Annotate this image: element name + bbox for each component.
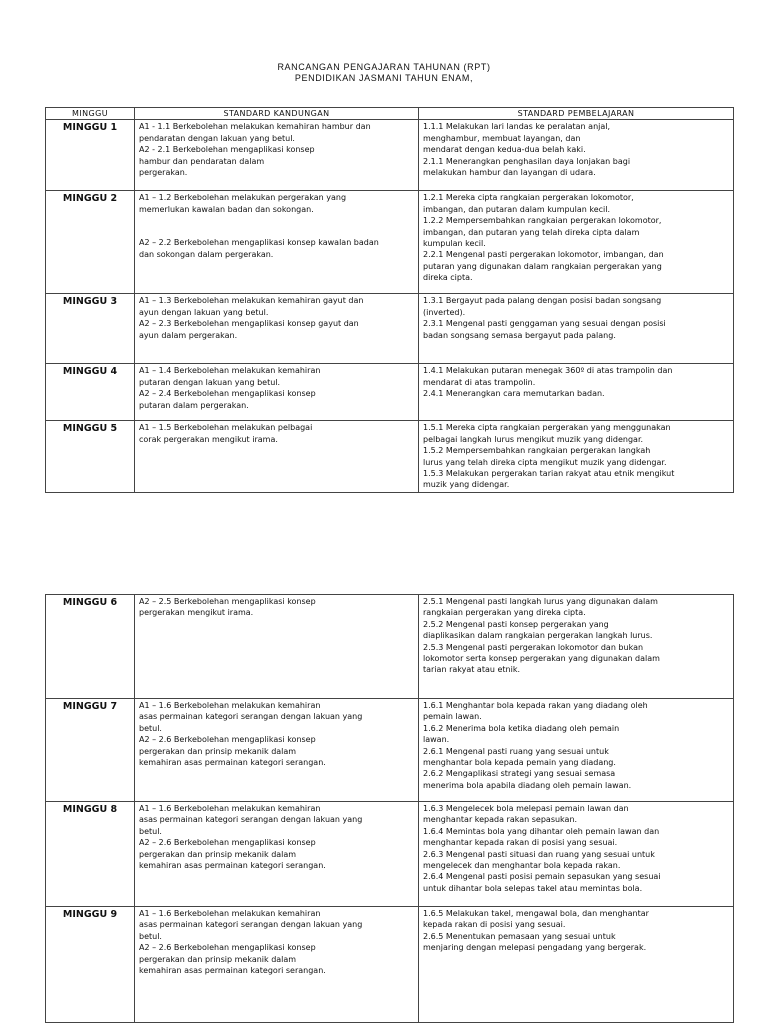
- cell-text-line: A1 – 1.2 Berkebolehan melakukan pergerakan yang: [139, 193, 347, 203]
- cell-text-line: betul.: [139, 723, 162, 733]
- cell-text-line: 2.5.2 Mengenal pasti konsep pergerakan yang: [423, 619, 609, 629]
- cell-text-line: ayun dalam pergerakan.: [139, 330, 238, 340]
- cell-text-line: 2.5.3 Mengenal pasti pergerakan lokomotor dan bukan: [423, 642, 644, 652]
- cell-text-line: 2.1.1 Menerangkan penghasilan daya lonjakan bagi: [423, 156, 631, 166]
- cell-text-line: A2 – 2.4 Berkebolehan mengaplikasi konsep: [139, 389, 316, 399]
- cell-text-line: 1.1.1 Melakukan lari landas ke peralatan anjal,: [423, 122, 611, 132]
- cell-text-line: asas permainan kategori serangan dengan lakuan yang: [139, 920, 363, 930]
- week-cell: MINGGU 2: [46, 191, 135, 294]
- cell-text-line: A1 – 1.6 Berkebolehan melakukan kemahiran: [139, 804, 321, 813]
- cell-text-line: 2.6.4 Mengenal pasti posisi pemain sepasukan yang sesuai: [423, 872, 661, 882]
- cell-text-line: asas permainan kategori serangan dengan lakuan yang: [139, 815, 363, 825]
- cell-text-line: mengelecek dan menghantar bola kepada rakan.: [423, 861, 621, 871]
- cell-text-line: putaran dengan lakuan yang betul.: [139, 377, 281, 387]
- week-cell: MINGGU 7: [46, 699, 135, 802]
- cell-text-line: 1.6.3 Mengelecek bola melepasi pemain lawan dan: [423, 804, 629, 813]
- cell-text-line: A1 – 1.6 Berkebolehan melakukan kemahiran: [139, 909, 321, 918]
- cell-text-line: 1.6.1 Menghantar bola kepada rakan yang diadang oleh: [423, 701, 648, 710]
- cell-text-line: rangkaian pergerakan yang direka cipta.: [423, 608, 586, 618]
- cell-text-line: ayun dengan lakuan yang betul.: [139, 307, 269, 317]
- cell-text-line: badan songsang semasa bergayut pada palang.: [423, 330, 616, 340]
- cell-text-line: mendarat dengan kedua-dua belah kaki.: [423, 145, 586, 155]
- cell-text-line: memerlukan kawalan badan dan sokongan.: [139, 204, 314, 214]
- week-cell: MINGGU 1: [46, 120, 135, 191]
- cell-text-line: A1 – 1.5 Berkebolehan melakukan pelbagai: [139, 423, 313, 433]
- table-header-row: [46, 108, 734, 120]
- cell-text-line: lurus yang telah direka cipta mengikut muzik yang didengar.: [423, 457, 667, 467]
- cell-text-line: 2.6.5 Menentukan pemasaan yang sesuai untuk: [423, 931, 616, 941]
- cell-text-line: A2 – 2.6 Berkebolehan mengaplikasi konsep: [139, 838, 316, 848]
- cell-text-line: kemahiran asas permainan kategori serangan.: [139, 758, 326, 768]
- cell-text-line: 1.5.1 Mereka cipta rangkaian pergerakan yang menggunakan: [423, 423, 671, 433]
- standard-pembelajaran-cell: [419, 595, 734, 699]
- cell-text-line: A2 – 2.6 Berkebolehan mengaplikasi konsep: [139, 735, 316, 745]
- standard-kandungan-cell: [135, 421, 419, 493]
- standard-kandungan-cell: [135, 595, 419, 699]
- week-cell: MINGGU 5: [46, 421, 135, 493]
- cell-text-line: menerima bola apabila diadang oleh pemain lawan.: [423, 780, 632, 790]
- standard-pembelajaran-cell: [419, 120, 734, 191]
- standard-pembelajaran-cell: [419, 191, 734, 294]
- cell-text-line: 2.6.2 Mengaplikasi strategi yang sesuai semasa: [423, 769, 616, 779]
- standard-kandungan-cell: [135, 699, 419, 802]
- cell-text-line: mendarat di atas trampolin.: [423, 377, 536, 387]
- week-cell: MINGGU 8: [46, 802, 135, 907]
- cell-text-line: 1.3.1 Bergayut pada palang dengan posisi badan songsang: [423, 296, 662, 306]
- cell-text-line: A2 – 2.6 Berkebolehan mengaplikasi konsep: [139, 943, 316, 953]
- cell-text-line: betul.: [139, 826, 162, 836]
- cell-text-line: corak pergerakan mengikut irama.: [139, 434, 278, 444]
- cell-text-line: pergerakan dan prinsip mekanik dalam: [139, 849, 297, 859]
- cell-text-line: lokomotor serta konsep pergerakan yang digunakan dalam: [423, 654, 660, 664]
- cell-text-line: muzik yang didengar.: [423, 480, 510, 490]
- cell-text-line: A2 – 2.5 Berkebolehan mengaplikasi konsep: [139, 597, 316, 606]
- cell-text-line: 1.6.2 Menerima bola ketika diadang oleh pemain: [423, 723, 620, 733]
- table-row: [46, 595, 734, 699]
- cell-text-line: pergerakan.: [139, 168, 188, 178]
- cell-text-line: 1.5.3 Melakukan pergerakan tarian rakyat atau etnik mengikut: [423, 469, 675, 479]
- cell-text-line: tarian rakyat atau etnik.: [423, 665, 521, 675]
- cell-text-line: menghambur, membuat layangan, dan: [423, 133, 581, 143]
- cell-text-line: [139, 226, 414, 237]
- cell-text-line: kepada rakan di posisi yang sesuai.: [423, 920, 566, 930]
- standard-pembelajaran-cell: [419, 699, 734, 802]
- cell-text-line: 2.6.1 Mengenal pasti ruang yang sesuai untuk: [423, 746, 609, 756]
- cell-text-line: betul.: [139, 931, 162, 941]
- cell-text-line: direka cipta.: [423, 273, 473, 283]
- table-row: [46, 907, 734, 1023]
- cell-text-line: diaplikasikan dalam rangkaian pergerakan langkah lurus.: [423, 631, 653, 641]
- cell-text-line: 1.6.5 Melakukan takel, mengawal bola, dan menghantar: [423, 909, 649, 918]
- column-header-standard-pembelajaran: STANDARD PEMBELAJARAN: [419, 108, 734, 120]
- cell-text-line: 2.2.1 Mengenal pasti pergerakan lokomotor, imbangan, dan: [423, 250, 664, 260]
- standard-pembelajaran-cell: [419, 364, 734, 421]
- cell-text-line: menghantar bola kepada pemain yang diadang.: [423, 758, 616, 768]
- cell-text-line: A1 - 1.1 Berkebolehan melakukan kemahiran hambur dan: [139, 122, 371, 132]
- cell-text-line: A2 – 2.3 Berkebolehan mengaplikasi konsep gayut dan: [139, 319, 359, 329]
- cell-text-line: menjaring dengan melepasi pengadang yang bergerak.: [423, 943, 647, 953]
- table-row: [46, 421, 734, 493]
- standard-pembelajaran-cell: [419, 802, 734, 907]
- cell-text-line: A1 – 1.6 Berkebolehan melakukan kemahiran: [139, 701, 321, 710]
- cell-text-line: 2.5.1 Mengenal pasti langkah lurus yang digunakan dalam: [423, 597, 658, 606]
- standard-kandungan-cell: [135, 802, 419, 907]
- standard-kandungan-cell: [135, 907, 419, 1023]
- rpt-table-page-2: [45, 594, 734, 1023]
- cell-text-line: 2.3.1 Mengenal pasti genggaman yang sesuai dengan posisi: [423, 319, 666, 329]
- cell-text-line: 1.4.1 Melakukan putaran menegak 360º di atas trampolin dan: [423, 366, 673, 376]
- cell-text-line: dan sokongan dalam pergerakan.: [139, 249, 274, 259]
- column-header-minggu: MINGGU: [46, 108, 135, 120]
- standard-pembelajaran-cell: [419, 907, 734, 1023]
- cell-text-line: A2 - 2.1 Berkebolehan mengaplikasi konsep: [139, 145, 315, 155]
- week-cell: MINGGU 6: [46, 595, 135, 699]
- week-cell: MINGGU 9: [46, 907, 135, 1023]
- table-row: [46, 191, 734, 294]
- table-row: [46, 120, 734, 191]
- cell-text-line: pergerakan dan prinsip mekanik dalam: [139, 746, 297, 756]
- cell-text-line: pemain lawan.: [423, 712, 482, 722]
- standard-kandungan-cell: [135, 364, 419, 421]
- column-header-standard-kandungan: STANDARD KANDUNGAN: [135, 108, 419, 120]
- cell-text-line: 2.4.1 Menerangkan cara memutarkan badan.: [423, 389, 605, 399]
- cell-text-line: pelbagai langkah lurus mengikut muzik yang didengar.: [423, 434, 644, 444]
- cell-text-line: (inverted).: [423, 307, 466, 317]
- cell-text-line: kumpulan kecil.: [423, 239, 486, 249]
- standard-kandungan-cell: [135, 120, 419, 191]
- cell-text-line: A1 – 1.3 Berkebolehan melakukan kemahiran gayut dan: [139, 296, 364, 306]
- standard-pembelajaran-cell: [419, 294, 734, 364]
- cell-text-line: melakukan hambur dan layangan di udara.: [423, 168, 596, 178]
- rpt-table-page-1: [45, 107, 734, 493]
- document-title: RANCANGAN PENGAJARAN TAHUNAN (RPT): [277, 62, 491, 72]
- table-row: [46, 294, 734, 364]
- cell-text-line: pergerakan mengikut irama.: [139, 608, 254, 618]
- table-row: [46, 364, 734, 421]
- cell-text-line: lawan.: [423, 735, 450, 745]
- cell-text-line: A1 – 1.4 Berkebolehan melakukan kemahiran: [139, 366, 321, 376]
- week-cell: MINGGU 4: [46, 364, 135, 421]
- table-row: [46, 802, 734, 907]
- table-row: [46, 699, 734, 802]
- week-cell: MINGGU 3: [46, 294, 135, 364]
- cell-text-line: asas permainan kategori serangan dengan lakuan yang: [139, 712, 363, 722]
- cell-text-line: imbangan, dan putaran yang telah direka cipta dalam: [423, 227, 640, 237]
- cell-text-line: A2 – 2.2 Berkebolehan mengaplikasi konsep kawalan badan: [139, 238, 379, 248]
- cell-text-line: [139, 215, 414, 226]
- cell-text-line: putaran dalam pergerakan.: [139, 400, 249, 410]
- cell-text-line: pergerakan dan prinsip mekanik dalam: [139, 954, 297, 964]
- cell-text-line: hambur dan pendaratan dalam: [139, 156, 265, 166]
- cell-text-line: untuk dihantar bola selepas takel atau memintas bola.: [423, 883, 643, 893]
- cell-text-line: 1.2.2 Mempersembahkan rangkaian pergerakan lokomotor,: [423, 216, 662, 226]
- standard-kandungan-cell: [135, 191, 419, 294]
- standard-pembelajaran-cell: [419, 421, 734, 493]
- cell-text-line: 1.5.2 Mempersembahkan rangkaian pergerakan langkah: [423, 446, 651, 456]
- standard-kandungan-cell: [135, 294, 419, 364]
- cell-text-line: kemahiran asas permainan kategori serangan.: [139, 966, 326, 976]
- cell-text-line: kemahiran asas permainan kategori serangan.: [139, 861, 326, 871]
- cell-text-line: 2.6.3 Mengenal pasti situasi dan ruang yang sesuai untuk: [423, 849, 655, 859]
- cell-text-line: menghantar kepada rakan di posisi yang sesuai.: [423, 838, 618, 848]
- cell-text-line: 1.6.4 Memintas bola yang dihantar oleh pemain lawan dan: [423, 826, 660, 836]
- cell-text-line: imbangan, dan putaran dalam kumpulan kecil.: [423, 204, 611, 214]
- cell-text-line: pendaratan dengan lakuan yang betul.: [139, 133, 295, 143]
- document-subtitle: PENDIDIKAN JASMANI TAHUN ENAM,: [294, 73, 474, 83]
- cell-text-line: menghantar kepada rakan sepasukan.: [423, 815, 578, 825]
- cell-text-line: putaran yang digunakan dalam rangkaian pergerakan yang: [423, 261, 662, 271]
- cell-text-line: 1.2.1 Mereka cipta rangkaian pergerakan lokomotor,: [423, 193, 634, 203]
